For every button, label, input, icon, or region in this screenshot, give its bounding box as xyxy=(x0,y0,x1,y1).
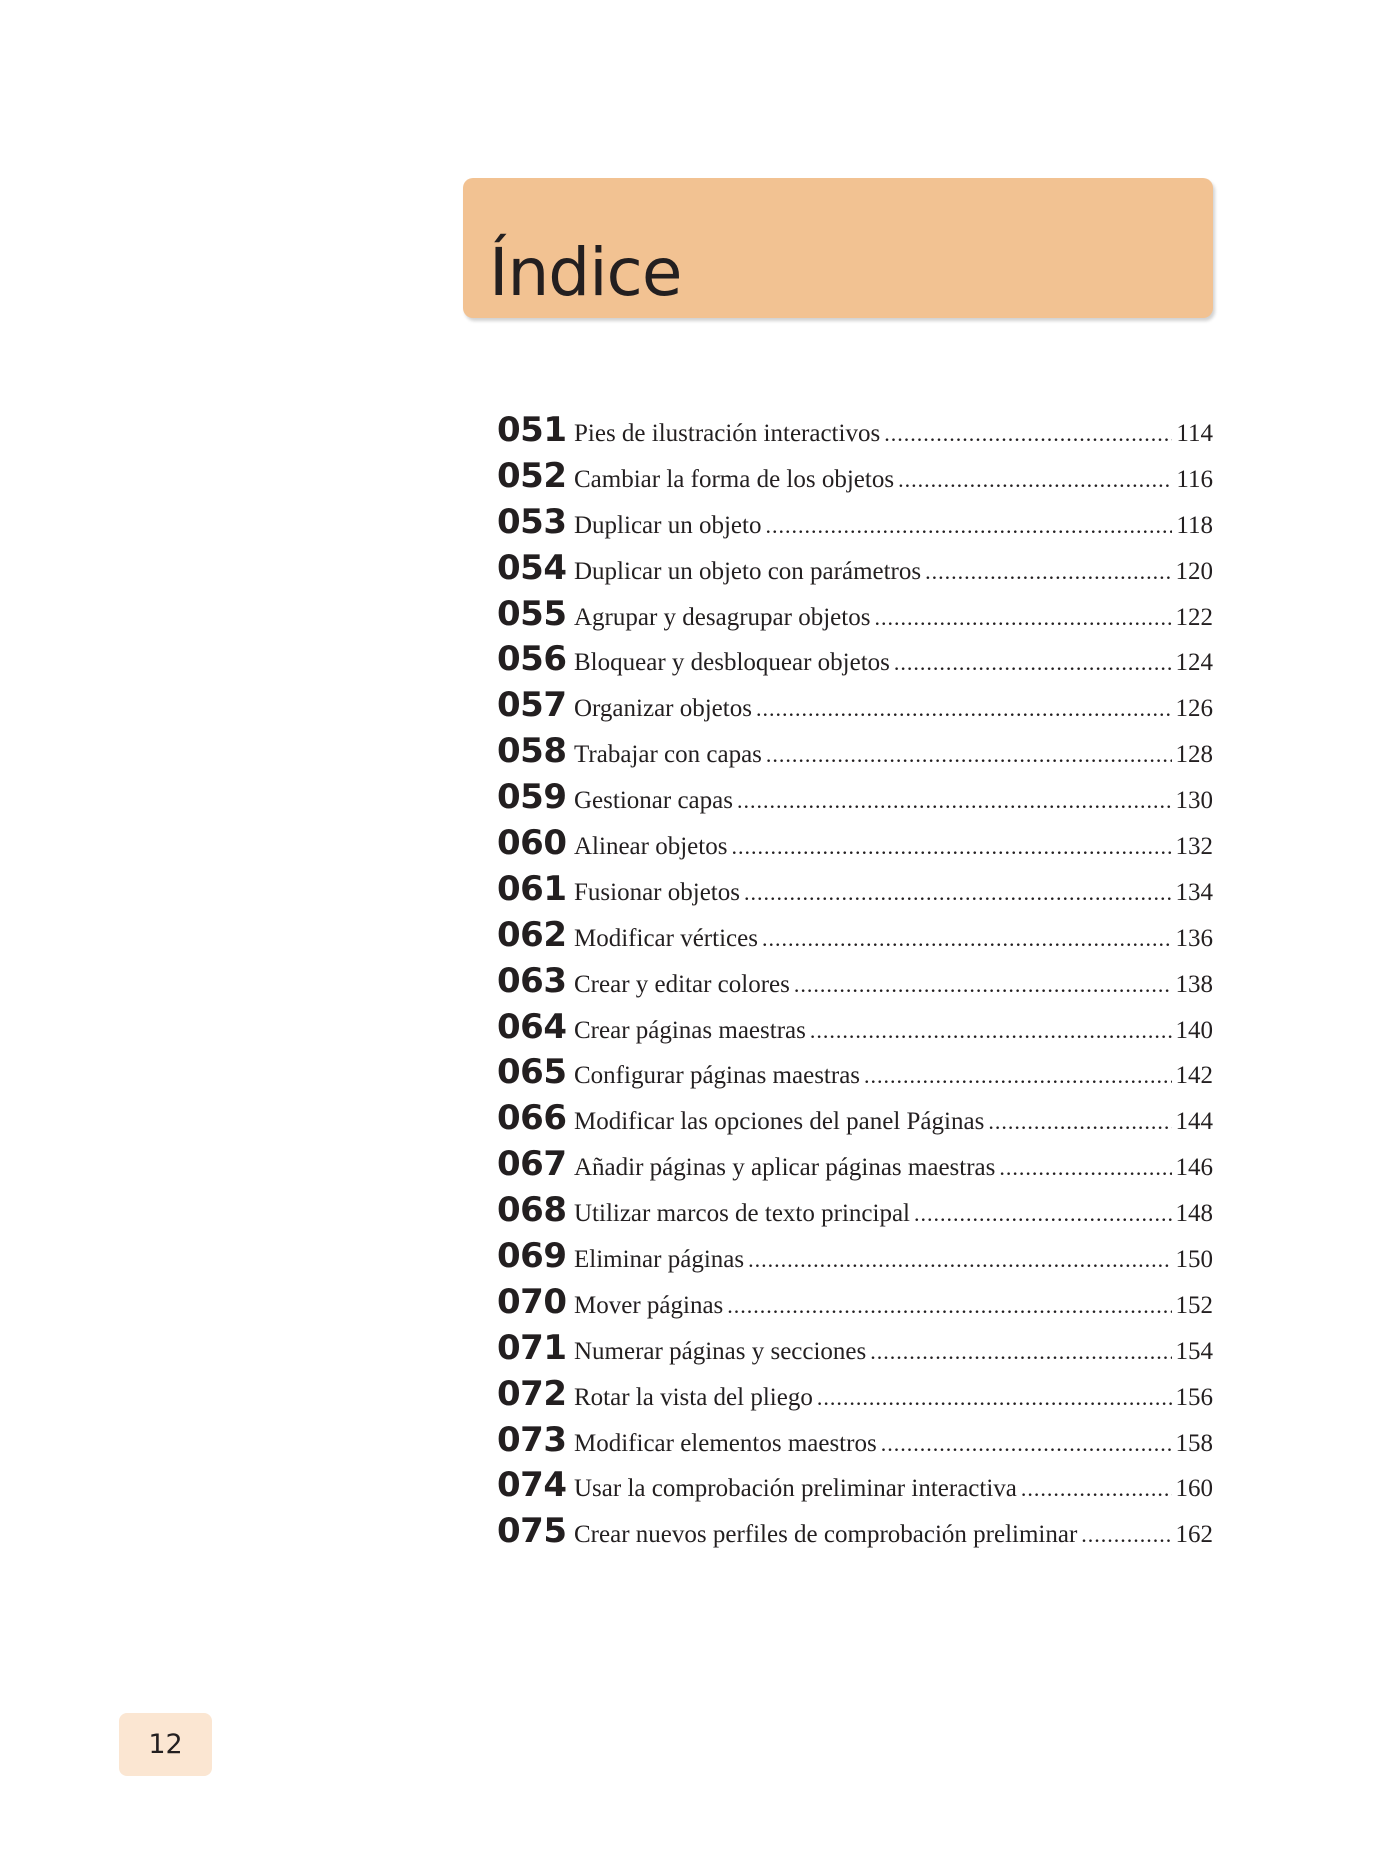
toc-entry-title: Pies de ilustración interactivos xyxy=(574,420,881,447)
toc-entry[interactable] xyxy=(497,685,1213,731)
toc-entry[interactable] xyxy=(497,915,1213,961)
toc-entry[interactable] xyxy=(497,731,1213,777)
toc-entry-page: 122 xyxy=(1175,603,1213,631)
toc-dot-leader xyxy=(765,513,1172,539)
toc-entry-title: Bloquear y desbloquear objetos xyxy=(574,649,890,677)
toc-entry[interactable] xyxy=(497,961,1213,1007)
toc-entry[interactable] xyxy=(497,1190,1213,1236)
toc-entry-number: 056 xyxy=(497,639,567,680)
toc-entry-number: 063 xyxy=(497,960,567,1001)
toc-entry[interactable] xyxy=(497,1007,1213,1053)
toc-dot-leader xyxy=(817,1385,1172,1411)
toc-dot-leader xyxy=(988,1109,1171,1135)
toc-entry-page: 144 xyxy=(1175,1108,1213,1136)
toc-entry-title: Modificar elementos maestros xyxy=(574,1429,877,1457)
toc-entry[interactable] xyxy=(497,777,1213,823)
toc-entry-page: 126 xyxy=(1175,695,1213,723)
toc-entry[interactable] xyxy=(497,1282,1213,1328)
toc-entry-number: 051 xyxy=(497,410,567,450)
toc-entry-page: 114 xyxy=(1176,420,1213,447)
toc-entry-page: 154 xyxy=(1175,1337,1213,1365)
toc-entry-page: 148 xyxy=(1175,1200,1213,1228)
toc-entry-number: 075 xyxy=(497,1511,567,1552)
toc-entry-page: 158 xyxy=(1175,1429,1213,1457)
page-number: 12 xyxy=(148,1729,183,1760)
toc-entry-page: 150 xyxy=(1175,1246,1213,1274)
toc-entry-title: Modificar vértices xyxy=(574,924,758,952)
toc-entry-page: 128 xyxy=(1175,741,1213,769)
toc-entry[interactable] xyxy=(497,410,1213,456)
toc-dot-leader xyxy=(870,1339,1171,1365)
toc-entry-title: Numerar páginas y secciones xyxy=(574,1337,867,1365)
toc-dot-leader xyxy=(1021,1476,1172,1502)
toc-entry-title: Gestionar capas xyxy=(574,787,733,815)
toc-dot-leader xyxy=(756,696,1172,722)
toc-entry-title: Usar la comprobación preliminar interactiva xyxy=(574,1475,1017,1503)
table-of-contents xyxy=(497,410,1213,1557)
toc-dot-leader xyxy=(737,788,1172,814)
toc-entry-title: Crear páginas maestras xyxy=(574,1016,806,1044)
toc-entry-page: 120 xyxy=(1175,557,1213,585)
toc-entry-number: 061 xyxy=(497,868,567,909)
toc-entry[interactable] xyxy=(497,594,1213,640)
toc-entry-page: 138 xyxy=(1175,970,1213,998)
toc-entry-number: 060 xyxy=(497,823,567,864)
toc-entry[interactable] xyxy=(497,1098,1213,1144)
toc-dot-leader xyxy=(748,1247,1171,1273)
toc-entry-number: 052 xyxy=(497,455,567,496)
toc-entry[interactable] xyxy=(497,1236,1213,1282)
toc-entry-number: 064 xyxy=(497,1006,567,1047)
toc-entry[interactable] xyxy=(497,1511,1213,1557)
toc-entry-number: 074 xyxy=(497,1465,567,1506)
toc-entry-number: 053 xyxy=(497,501,567,542)
toc-entry-number: 065 xyxy=(497,1052,567,1093)
toc-entry[interactable] xyxy=(497,502,1213,548)
toc-entry-number: 069 xyxy=(497,1236,567,1277)
toc-entry-title: Trabajar con capas xyxy=(574,741,762,769)
toc-entry-number: 055 xyxy=(497,593,567,634)
toc-entry[interactable] xyxy=(497,1420,1213,1466)
toc-entry-number: 059 xyxy=(497,777,567,818)
toc-entry-page: 160 xyxy=(1175,1475,1213,1503)
toc-entry[interactable] xyxy=(497,548,1213,594)
toc-dot-leader xyxy=(884,421,1172,447)
toc-dot-leader xyxy=(864,1063,1171,1089)
toc-dot-leader xyxy=(810,1018,1172,1044)
toc-entry-number: 057 xyxy=(497,685,567,726)
toc-entry-number: 054 xyxy=(497,547,567,588)
toc-entry-title: Crear nuevos perfiles de comprobación preliminar xyxy=(574,1521,1078,1549)
toc-entry-page: 134 xyxy=(1175,878,1213,906)
toc-entry-number: 072 xyxy=(497,1373,567,1414)
toc-entry-title: Organizar objetos xyxy=(574,695,752,723)
toc-dot-leader xyxy=(762,926,1172,952)
toc-entry-title: Duplicar un objeto con parámetros xyxy=(574,557,922,585)
toc-entry-page: 140 xyxy=(1175,1016,1213,1044)
toc-entry-number: 073 xyxy=(497,1419,567,1460)
toc-entry-number: 070 xyxy=(497,1281,567,1322)
toc-entry-title: Crear y editar colores xyxy=(574,970,790,998)
toc-entry-page: 136 xyxy=(1175,924,1213,952)
toc-entry-title: Eliminar páginas xyxy=(574,1246,745,1274)
toc-entry[interactable] xyxy=(497,1328,1213,1374)
toc-entry[interactable] xyxy=(497,1052,1213,1098)
toc-entry-title: Modificar las opciones del panel Páginas xyxy=(574,1108,985,1136)
toc-dot-leader xyxy=(914,1201,1172,1227)
toc-entry-page: 130 xyxy=(1175,787,1213,815)
toc-entry-page: 146 xyxy=(1175,1154,1213,1182)
toc-dot-leader xyxy=(766,742,1172,768)
toc-entry-page: 152 xyxy=(1175,1291,1213,1319)
toc-entry[interactable] xyxy=(497,869,1213,915)
toc-entry-page: 142 xyxy=(1175,1062,1213,1090)
toc-entry-number: 062 xyxy=(497,914,567,955)
toc-entry-number: 058 xyxy=(497,731,567,772)
toc-entry-title: Utilizar marcos de texto principal xyxy=(574,1200,910,1228)
toc-dot-leader xyxy=(744,880,1172,906)
toc-entry[interactable] xyxy=(497,1144,1213,1190)
toc-dot-leader xyxy=(1081,1522,1171,1548)
toc-entry[interactable] xyxy=(497,456,1213,502)
toc-entry-page: 162 xyxy=(1175,1521,1213,1549)
toc-entry[interactable] xyxy=(497,1374,1213,1420)
toc-entry[interactable] xyxy=(497,639,1213,685)
page-number-badge xyxy=(119,1713,212,1776)
toc-entry-title: Mover páginas xyxy=(574,1291,724,1319)
toc-entry-page: 116 xyxy=(1176,465,1213,493)
toc-dot-leader xyxy=(894,650,1172,676)
toc-entry-title: Rotar la vista del pliego xyxy=(574,1383,813,1411)
toc-entry-title: Duplicar un objeto xyxy=(574,511,762,539)
toc-entry-page: 118 xyxy=(1176,511,1213,539)
toc-dot-leader xyxy=(925,559,1171,585)
toc-entry-title: Añadir páginas y aplicar páginas maestras xyxy=(574,1154,996,1182)
toc-entry[interactable] xyxy=(497,823,1213,869)
toc-entry-title: Cambiar la forma de los objetos xyxy=(574,465,895,493)
toc-dot-leader xyxy=(881,1431,1172,1457)
toc-entry-title: Configurar páginas maestras xyxy=(574,1062,861,1090)
toc-dot-leader xyxy=(898,467,1172,493)
toc-entry[interactable] xyxy=(497,1465,1213,1511)
index-header xyxy=(463,178,1213,318)
toc-dot-leader xyxy=(731,834,1171,860)
toc-dot-leader xyxy=(727,1293,1171,1319)
toc-dot-leader xyxy=(874,605,1171,631)
toc-entry-title: Alinear objetos xyxy=(574,833,728,861)
toc-entry-page: 156 xyxy=(1175,1383,1213,1411)
toc-dot-leader xyxy=(999,1155,1171,1181)
toc-entry-title: Fusionar objetos xyxy=(574,878,740,906)
toc-entry-title: Agrupar y desagrupar objetos xyxy=(574,603,871,631)
page-title: Índice xyxy=(489,234,682,311)
toc-entry-page: 124 xyxy=(1175,649,1213,677)
toc-entry-number: 066 xyxy=(497,1098,567,1139)
toc-dot-leader xyxy=(794,972,1172,998)
toc-entry-number: 071 xyxy=(497,1327,567,1368)
toc-entry-page: 132 xyxy=(1175,833,1213,861)
toc-entry-number: 068 xyxy=(497,1190,567,1231)
toc-entry-number: 067 xyxy=(497,1144,567,1185)
